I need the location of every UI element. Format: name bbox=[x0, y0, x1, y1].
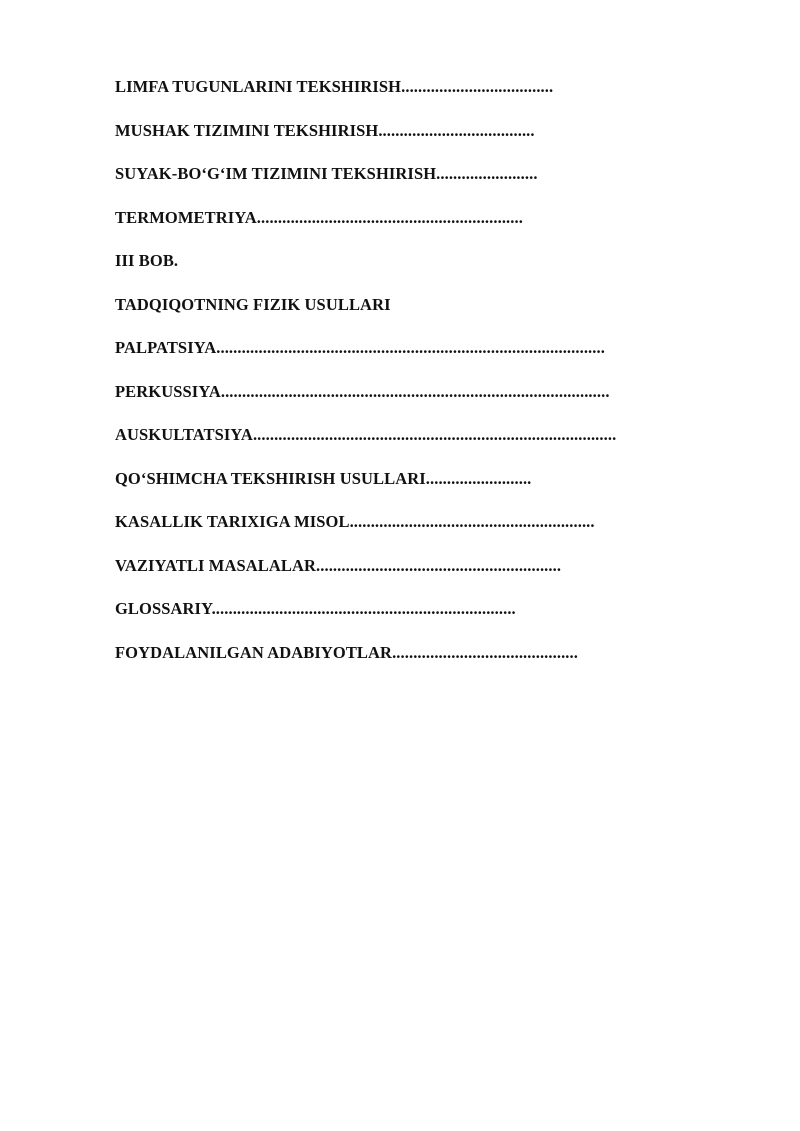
toc-chapter-heading: III BOB. bbox=[115, 251, 179, 270]
toc-entry-suyak-bogim-tizimi: SUYAK-BO‘G‘IM TIZIMINI TEKSHIRISH........................ bbox=[115, 164, 538, 183]
toc-entry-qoshimcha-tekshirish: QO‘SHIMCHA TEKSHIRISH USULLARI......................... bbox=[115, 468, 532, 488]
toc-entry-palpatsiya: PALPATSIYA............................................................................................ bbox=[115, 338, 605, 357]
toc-entry-limfa-tugunlari: LIMFA TUGUNLARINI TEKSHIRISH.................................... bbox=[115, 77, 554, 96]
toc-chapter-title: TADQIQOTNING FIZIK USULLARI bbox=[115, 294, 391, 314]
toc-entry-adabiyotlar: FOYDALANILGAN ADABIYOTLAR............................................ bbox=[115, 642, 578, 662]
toc-entry-kasallik-tarixi: KASALLIK TARIXIGA MISOL.......................................................... bbox=[115, 512, 595, 531]
toc-entry-auskultatsiya: AUSKULTATSIYA...................................................................................... bbox=[115, 425, 617, 444]
toc-entry-vaziyatli-masalalar: VAZIYATLI MASALALAR.......................................................... bbox=[115, 555, 562, 575]
toc-entry-termometriya: TERMOMETRIYA............................................................... bbox=[115, 207, 523, 227]
table-of-contents bbox=[115, 76, 755, 685]
toc-entry-glossariy: GLOSSARIY........................................................................ bbox=[115, 599, 516, 618]
toc-entry-perkussiya: PERKUSSIYA............................................................................................ bbox=[115, 381, 610, 401]
toc-entry-mushak-tizimi: MUSHAK TIZIMINI TEKSHIRISH..................................... bbox=[115, 120, 535, 140]
